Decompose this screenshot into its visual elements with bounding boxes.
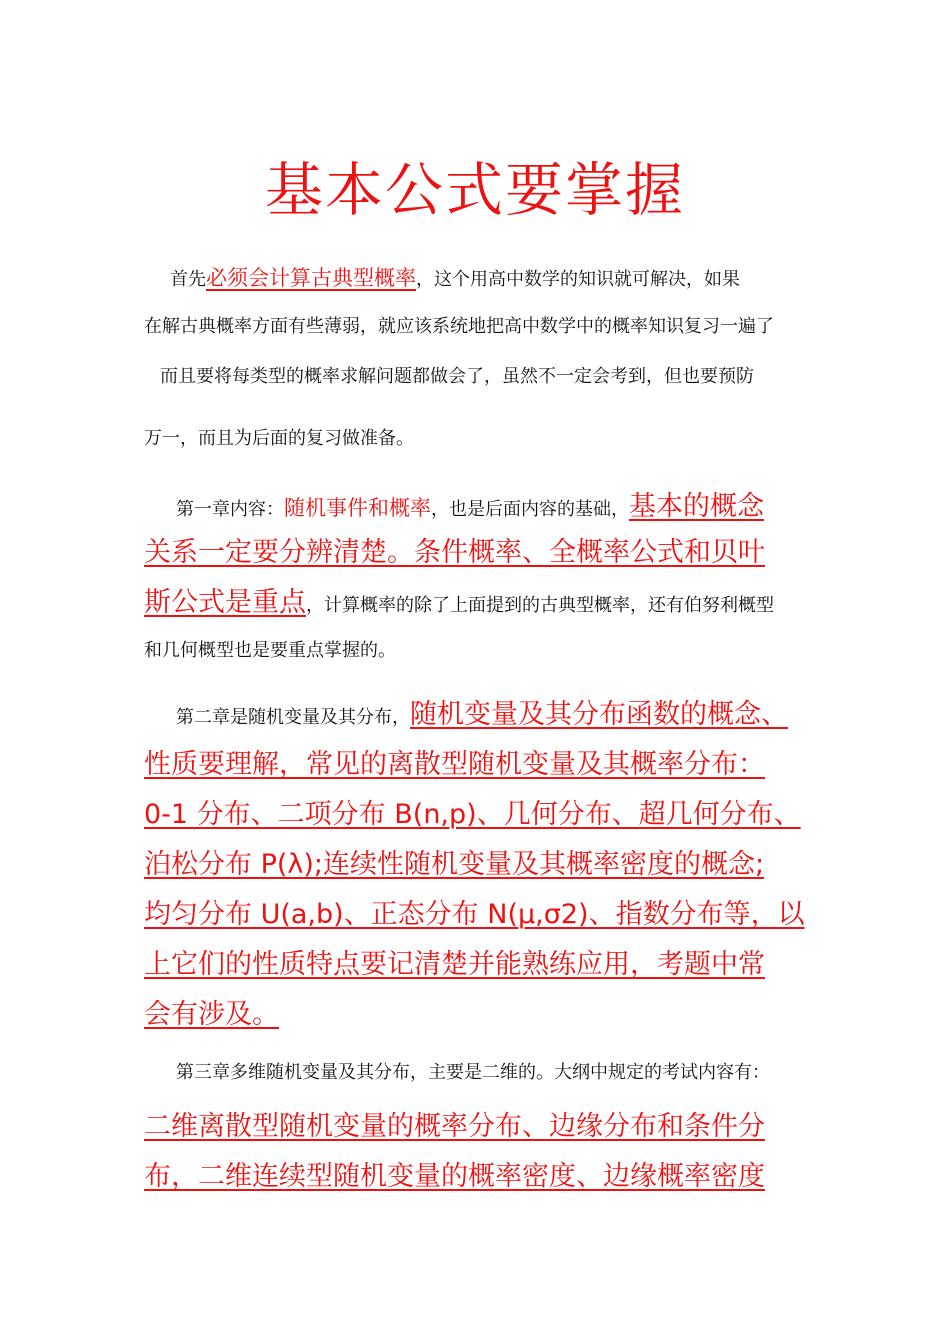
intro-line-4: 万一，而且为后面的复习做准备。	[144, 428, 414, 449]
ch1-line-3	[144, 580, 774, 619]
ch3-line-2: 二维离散型随机变量的概率分布、边缘分布和条件分	[144, 1111, 765, 1142]
ch2-text: 第二章是随机变量及其分布，	[176, 707, 410, 728]
ch1-line-4: 和几何概型也是要重点掌握的。	[144, 640, 396, 661]
intro-line-2: 在解古典概率方面有些薄弱，就应该系统地把高中数学中的概率知识复习一遍了	[144, 316, 774, 337]
ch2-line-3: 0-1 分布、二项分布 B(n,p)、几何分布、超几何分布、	[144, 799, 801, 830]
ch1-text: ，计算概率的除了上面提到的古典型概率，还有伯努利概型	[306, 595, 774, 616]
ch2-line-6: 上它们的性质特点要记清楚并能熟练应用，考题中常	[144, 949, 765, 980]
ch2-line-7: 会有涉及。	[144, 999, 279, 1030]
ch2-highlight: 随机变量及其分布函数的概念、	[410, 699, 788, 730]
ch1-line-1	[176, 484, 764, 523]
ch1-topic: 随机事件和概率	[284, 496, 431, 520]
ch1-line-2: 关系一定要分辨清楚。条件概率、全概率公式和贝叶	[144, 537, 765, 568]
ch3-line-1: 第三章多维随机变量及其分布，主要是二维的。大纲中规定的考试内容有：	[176, 1062, 770, 1083]
ch2-line-4: 泊松分布 P(λ);连续性随机变量及其概率密度的概念;	[144, 849, 765, 880]
intro-text: ，这个用高中数学的知识就可解决，如果	[416, 269, 740, 290]
intro-line-3: 而且要将每类型的概率求解问题都做会了，虽然不一定会考到，但也要预防	[160, 366, 754, 387]
intro-highlight: 必须会计算古典型概率	[206, 266, 416, 290]
intro-text: 首先	[170, 269, 206, 290]
ch1-highlight: 基本的概念	[629, 491, 764, 522]
ch2-line-2: 性质要理解，常见的离散型随机变量及其概率分布：	[144, 749, 765, 780]
ch1-highlight: 斯公式是重点	[144, 587, 306, 618]
ch2-line-1	[176, 692, 788, 731]
ch2-line-5: 均匀分布 U(a,b)、正态分布 N(μ,σ2)、指数分布等，以	[144, 899, 805, 930]
ch1-text: 第一章内容：	[176, 499, 284, 520]
intro-line-1	[170, 262, 740, 292]
ch3-line-3: 布，二维连续型随机变量的概率密度、边缘概率密度	[144, 1161, 765, 1192]
page-title: 基本公式要掌握	[264, 156, 685, 224]
ch1-text: ，也是后面内容的基础，	[431, 499, 629, 520]
